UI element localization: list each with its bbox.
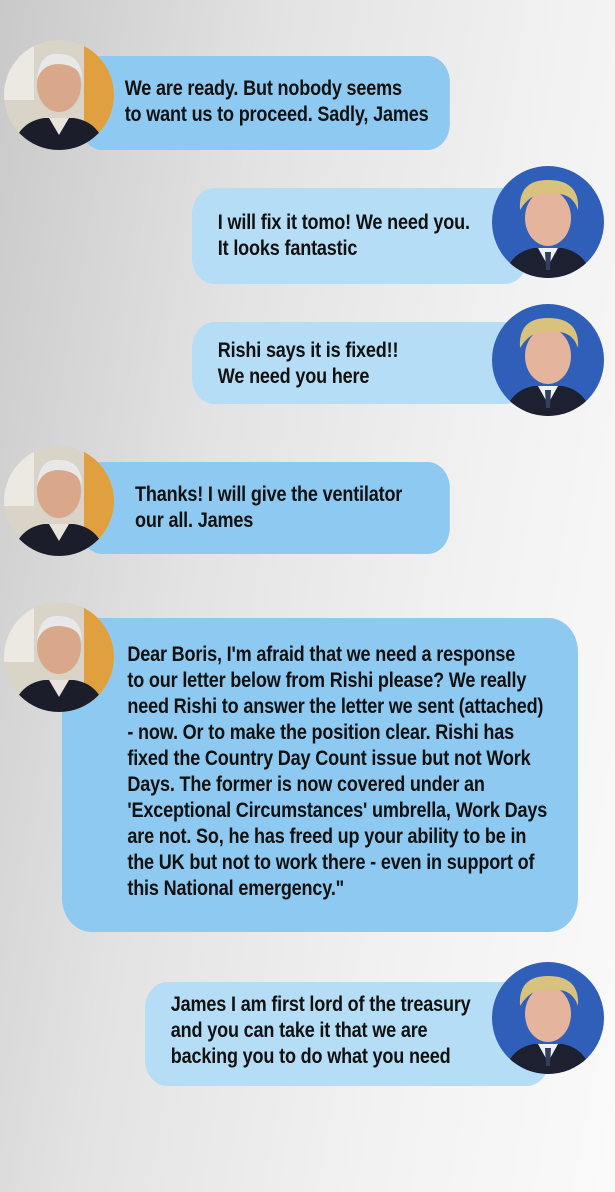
avatar-boris: [492, 962, 604, 1074]
message-bubble-james: [80, 56, 450, 150]
message-text: Thanks! I will give the ventilator our all. James: [135, 483, 403, 532]
message-bubble-boris: [192, 188, 527, 284]
avatar-boris: [492, 166, 604, 278]
avatar-james: [4, 602, 114, 712]
avatar-james: [4, 446, 114, 556]
message-text: James I am first lord of the treasury and you can take it that we are backing you to do what you need: [170, 993, 471, 1068]
avatar-james: [4, 40, 114, 150]
message-bubble-james: [80, 462, 450, 554]
message-bubble-boris: [192, 322, 527, 404]
message-text: I will fix it tomo! We need you. It looks fantastic: [217, 211, 470, 260]
avatar-boris: [492, 304, 604, 416]
message-text: Rishi says it is fixed!! We need you here: [217, 339, 399, 388]
message-bubble-james: [62, 618, 578, 932]
message-bubble-boris: [145, 982, 549, 1086]
message-text: Dear Boris, I'm afraid that we need a response to our letter below from Rishi please? We really need Rishi to answer the letter we sent (attached) - now. Or to make the position clear. Rishi has fixed the Country Day Count issue but not Work Days. The former is now covered under an 'Exceptional Circumstances' umbrella, Work Days are not. So, he has freed up your ability to be in the UK but not to work there - even in support of this National emergency.": [127, 643, 548, 900]
message-text: We are ready. But nobody seems to want us to proceed. Sadly, James: [124, 77, 429, 126]
